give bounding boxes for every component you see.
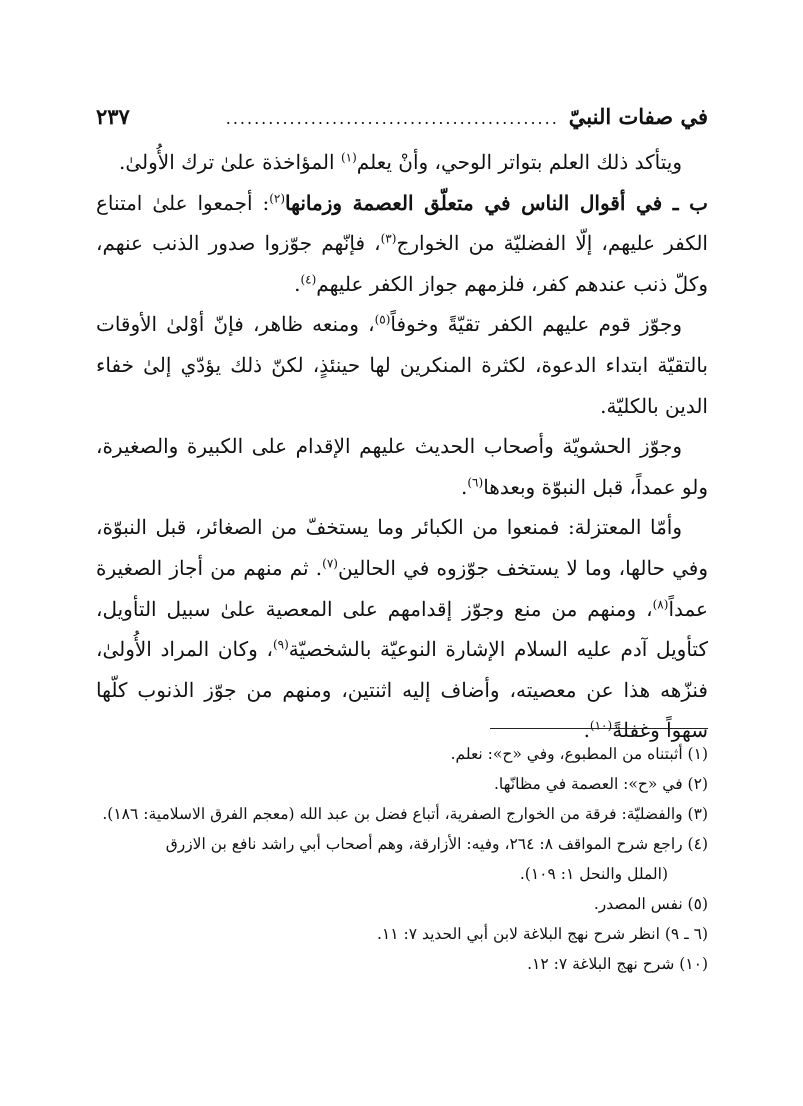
footnote: (٤) راجع شرح المواقف ٨: ٢٦٤، وفيه: الأزارقة، وهم أصحاب أبي راشد نافع بن الازرق	[165, 835, 708, 853]
footnote-ref-6: (٦)	[467, 475, 484, 490]
body-text	[96, 142, 708, 751]
footnote-separator	[490, 728, 708, 729]
footnote-ref-1: (١)	[340, 150, 357, 165]
paragraph-4: وجوّز الحشويّة وأصحاب الحديث عليهم الإقدام على الكبيرة والصغيرة، ولو عمداً، قبل النبوّة وبعدها$^{(٦)}$.	[96, 434, 708, 499]
footnote-ref-10: (١٠)	[589, 718, 613, 733]
footnote-ref-5: (٥)	[374, 312, 391, 327]
footnotes	[96, 739, 708, 979]
footnote-ref-7: (٧)	[322, 556, 338, 571]
footnote: (٢) في «ح»: العصمة في مظانّها.	[494, 775, 708, 793]
footnote: (٥) نفس المصدر.	[593, 895, 708, 913]
running-title: في صفات النبيّ	[568, 104, 708, 129]
running-header	[96, 104, 708, 134]
page	[96, 96, 708, 996]
footnote-ref-2: (٢)	[269, 190, 286, 205]
footnote: (١) أثبتناه من المطبوع، وفي «ح»: نعلم.	[450, 745, 708, 763]
paragraph-3: وجوّز قوم عليهم الكفر تقيّةً وخوفاً$^{(٥)}$، ومنعه ظاهر، فإنّ أوْلىٰ الأوقات بالتقيّة ابتداء الدعوة، لكثرة المنكرين لها حينئذٍ، لكنّ ذلك يؤدّي إلىٰ خفاء الدين بالكليّة.	[96, 312, 708, 418]
footnote-ref-9: (٩)	[272, 637, 289, 652]
section-heading: ب ـ في أقوال الناس في متعلّق العصمة وزمانها	[285, 190, 708, 215]
paragraph-2: ب ـ في أقوال الناس في متعلّق العصمة وزمانها$^{(٢)}$: أجمعوا علىٰ امتناع الكفر عليهم، إلّا الفضليّة من الخوارج$^{(٣)}$، فإنّهم جوّزوا صدور الذنب عنهم، وكلّ ذنب عندهم كفر، فلزمهم جواز الكفر عليهم$^{(٤)}$.	[96, 190, 708, 296]
footnote-ref-4: (٤)	[300, 272, 317, 287]
dot-leader: ...............................................	[225, 109, 559, 128]
paragraph-5: وأمّا المعتزلة: فمنعوا من الكبائر وما يستخفّ من الصغائر، قبل النبوّة، وفي حالها، وما لا يستخف جوّزوه في الحالين$^{(٧)}$. ثم منهم من أجاز الصغيرة عمداً$^{(٨)}$، ومنهم من منع وجوّز إقدامهم على المعصية علىٰ سبيل التأويل، كتأويل آدم عليه السلام الإشارة النوعيّة بالشخصيّة$^{(٩)}$، وكان المراد الأُولىٰ، فنزّهه هذا عن معصيته، وأضاف إليه اثنتين، ومنهم من جوّز الذنوب كلّها سهواً وغفلةً$^{(١٠)}$.	[96, 515, 708, 743]
page-number: ٢٣٧	[96, 104, 130, 129]
footnote: (٣) والفضليّة: فرقة من الخوارج الصفرية، أتباع فضل بن عبد الله (معجم الفرق الاسلامية: ١٨٦).	[102, 805, 708, 823]
paragraph-1: ويتأكد ذلك العلم بتواتر الوحي، وأنْ يعلم$^{(١)}$ المؤاخذة علىٰ ترك الأُولىٰ.	[119, 150, 682, 174]
footnote-continuation: (الملل والنحل ١: ١٠٩).	[519, 865, 668, 883]
footnote-ref-8: (٨)	[652, 596, 669, 611]
footnote: (١٠) شرح نهج البلاغة ٧: ١٢.	[527, 955, 708, 973]
footnote: (٦ ـ ٩) انظر شرح نهج البلاغة لابن أبي الحديد ٧: ١١.	[376, 925, 708, 943]
footnote-ref-3: (٣)	[380, 231, 397, 246]
